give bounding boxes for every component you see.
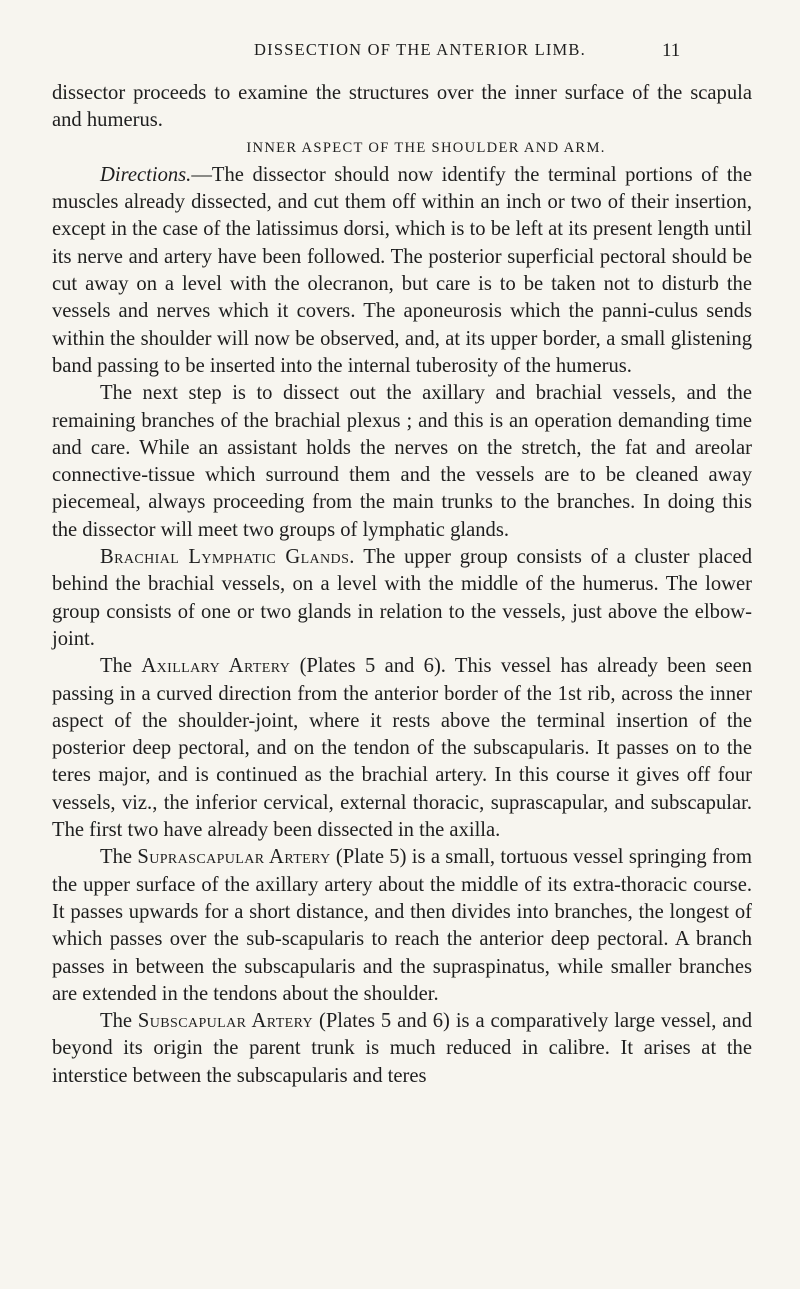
axillary-artery-label: Axillary Artery (141, 655, 291, 678)
directions-paragraph (52, 162, 752, 380)
directions-text: —The dissector should now identify the terminal portions of the muscles already dissected, and cut them off within an inch or two of their insertion, except in the case of the latissimus dorsi, which is to be left at its present length until its nerve and artery have been followed. The posterior superficial pectoral should be cut away on a level with the olecranon, but care is to be taken not to disturb the vessels and nerves which it covers. The aponeurosis which the panni-culus sends within the shoulder will now be observed, and, at its upper border, a small glistening band passing to be inserted into the internal tuberosity of the humerus. (52, 163, 752, 377)
suprascapular-artery-prefix: The (100, 846, 138, 869)
subscapular-artery-prefix: The (100, 1010, 138, 1033)
directions-label: Directions. (100, 163, 192, 186)
suprascapular-artery-paragraph (52, 844, 752, 1008)
next-step-paragraph: The next step is to dissect out the axillary and brachial vessels, and the remaining branches of the brachial plexus ; and this is an operation demanding time and care. While an assistant holds the nerves on the stretch, the fat and areolar connective-tissue which surround them and the vessels are to be cleaned away piecemeal, always proceeding from the main trunks to the branches. In doing this the dissector will meet two groups of lymphatic glands. (52, 382, 752, 541)
axillary-artery-paragraph (52, 653, 752, 844)
suprascapular-artery-label: Suprascapular Artery (137, 846, 331, 869)
brachial-glands-label: Brachial Lymphatic Glands. (100, 546, 355, 569)
page-number: 11 (662, 40, 681, 61)
suprascapular-artery-text: (Plate 5) is a small, tortuous vessel springing from the upper surface of the axillary artery about the middle of its extra-thoracic course. It passes upwards for a short distance, and then divides into branches, the longest of which passes over the sub-scapularis to reach the anterior deep pectoral. A branch passes in between the subscapularis and the supraspinatus, while smaller branches are extended in the tendons about the shoulder. (52, 846, 752, 1005)
running-title: DISSECTION OF THE ANTERIOR LIMB. (254, 40, 586, 59)
axillary-artery-text: (Plates 5 and 6). This vessel has already been seen passing in a curved direction from the anterior border of the 1st rib, across the inner aspect of the shoulder-joint, where it rests above the terminal insertion of the posterior deep pectoral, and on the tendon of the subscapularis. It passes on to the teres major, and is continued as the brachial artery. In this course it gives off four vessels, viz., the inferior cervical, external thoracic, suprascapular, and subscapular. The first two have already been dissected in the axilla. (52, 655, 753, 842)
subscapular-artery-paragraph (52, 1008, 752, 1090)
subscapular-artery-text: (Plates 5 and 6) is a comparatively large vessel, and beyond its origin the parent trunk is much reduced in calibre. It arises at the interstice between the subscapularis and teres (52, 1010, 752, 1087)
body-text (52, 80, 752, 1090)
subscapular-artery-label: Subscapular Artery (137, 1010, 314, 1033)
brachial-glands-text: The upper group consists of a cluster placed behind the brachial vessels, on a level with the middle of the humerus. The lower group consists of one or two glands in relation to the vessels, just above the elbow-joint. (52, 546, 752, 650)
axillary-artery-prefix: The (100, 655, 142, 678)
brachial-glands-paragraph (52, 544, 752, 653)
opening-paragraph: dissector proceeds to examine the structures over the inner surface of the scapula and humerus. (52, 82, 752, 132)
section-heading: INNER ASPECT OF THE SHOULDER AND ARM. (246, 139, 606, 156)
